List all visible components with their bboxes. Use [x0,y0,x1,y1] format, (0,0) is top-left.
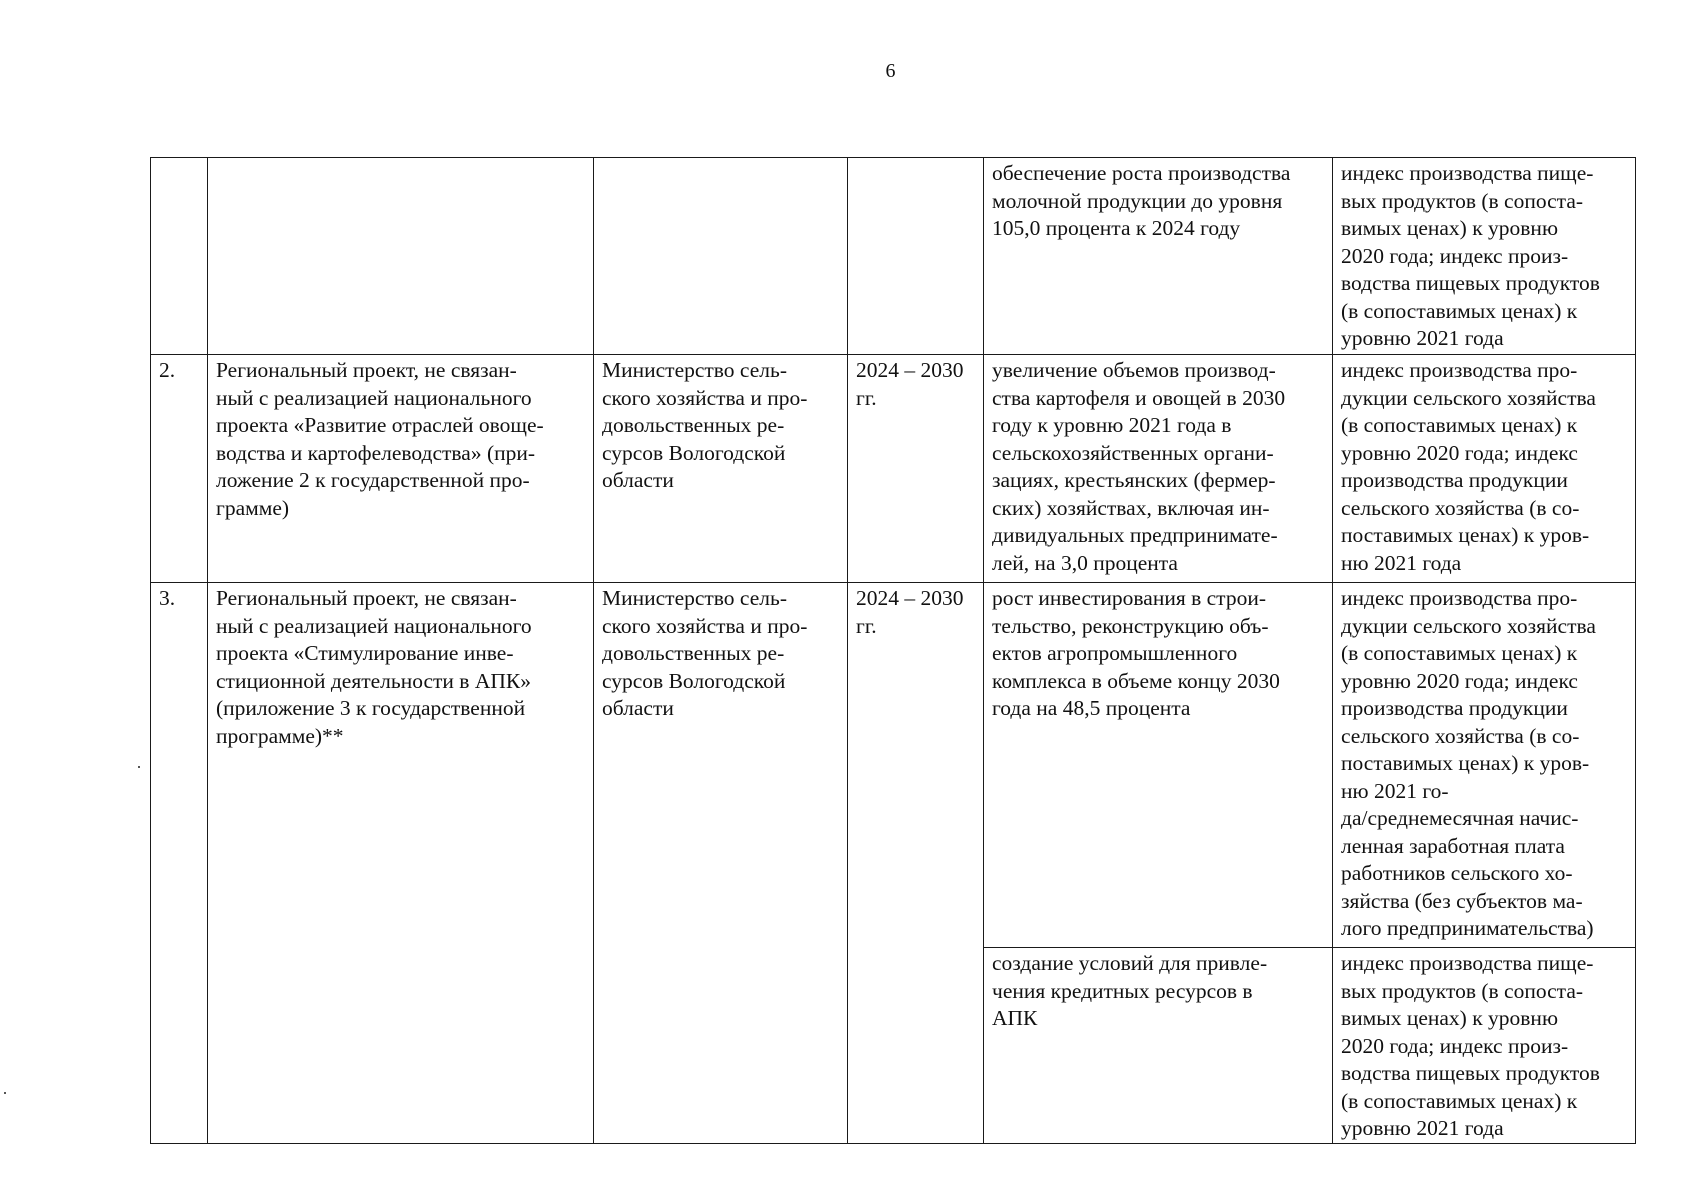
indicator-cell: индекс производства пище- вых продуктов (в сопоста- вимых ценах) к уровню 2020 года; индекс произ- водства пищевых продуктов (в сопоставимых ценах) к уровню 2021 года [1333,158,1636,355]
indicator-cell: индекс производства про- дукции сельского хозяйства (в сопоставимых ценах) к уровню 2020 года; индекс производства продукции сельского хозяйства (в со- поставимых ценах) к уров- ню 2021 го- да/среднемесячная начис- ленная заработная плата работников сельского хо- зяйства (без субъектов ма- лого предпринимательства) [1333,583,1636,948]
scan-speck [4,1092,6,1094]
responsible-cell: Министерство сель- ского хозяйства и про- довольственных ре- сурсов Вологодской области [594,583,848,1144]
term-cell: 2024 – 2030 гг. [848,583,984,1144]
project-name-cell [208,158,594,355]
responsible-cell: Министерство сель- ского хозяйства и про- довольственных ре- сурсов Вологодской области [594,355,848,583]
term-cell: 2024 – 2030 гг. [848,355,984,583]
row-number-cell: 2. [151,355,208,583]
project-name-cell: Региональный проект, не связан- ный с реализацией национального проекта «Стимулирование инве- стиционной деятельности в АПК» (приложение 3 к государственной программе)** [208,583,594,1144]
task-cell: создание условий для привле- чения кредитных ресурсов в АПК [984,948,1333,1144]
indicator-cell: индекс производства про- дукции сельского хозяйства (в сопоставимых ценах) к уровню 2020 года; индекс производства продукции сельского хозяйства (в со- поставимых ценах) к уров- ню 2021 года [1333,355,1636,583]
responsible-cell [594,158,848,355]
row-number-cell [151,158,208,355]
page-number: 6 [885,60,896,82]
term-cell [848,158,984,355]
row-number-cell: 3. [151,583,208,1144]
program-structure-table [150,157,1636,1144]
table-row [151,158,1636,355]
table-row [151,583,1636,948]
table-row [151,355,1636,583]
project-name-cell: Региональный проект, не связан- ный с реализацией национального проекта «Развитие отраслей овоще- водства и картофелеводства» (при- ложение 2 к государственной про- грамме) [208,355,594,583]
indicator-cell: индекс производства пище- вых продуктов (в сопоста- вимых ценах) к уровню 2020 года; индекс произ- водства пищевых продуктов (в сопоставимых ценах) к уровню 2021 года [1333,948,1636,1144]
scan-speck [138,766,140,768]
task-cell: увеличение объемов производ- ства картофеля и овощей в 2030 году к уровню 2021 года в сельскохозяйственных органи- зациях, крестьянских (фермер- ских) хозяйствах, включая ин- дивидуальных предпринимате- лей, на 3,0 процента [984,355,1333,583]
task-cell: рост инвестирования в строи- тельство, реконструкцию объ- ектов агропромышленного комплекса в объеме концу 2030 года на 48,5 процента [984,583,1333,948]
task-cell: обеспечение роста производства молочной продукции до уровня 105,0 процента к 2024 году [984,158,1333,355]
